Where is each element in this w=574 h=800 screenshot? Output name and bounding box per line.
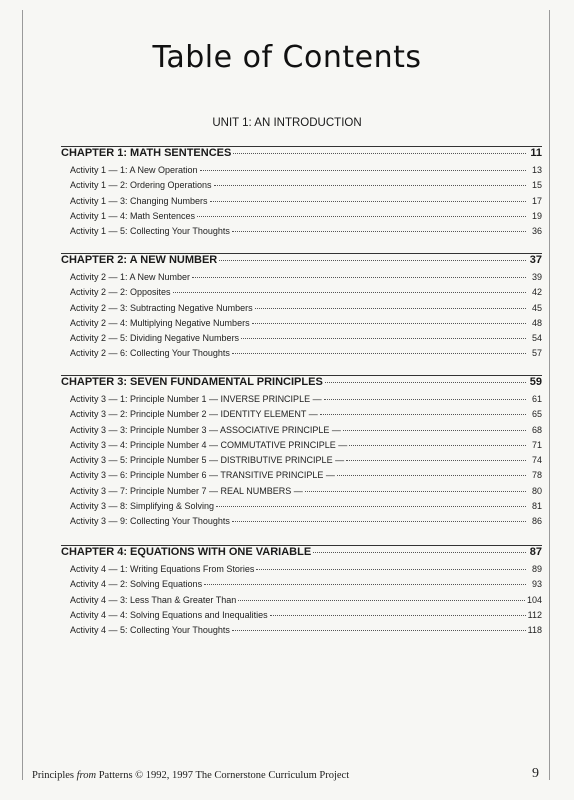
page-ref: 45	[531, 302, 542, 313]
toc-entry-activity[interactable]	[61, 180, 542, 195]
dot-leader	[325, 382, 526, 383]
toc-entry-activity[interactable]	[61, 455, 542, 470]
activity-title: Activity 2 — 3: Subtracting Negative Numbers	[70, 302, 253, 313]
page-ref: 15	[531, 180, 542, 191]
dot-leader	[233, 153, 526, 154]
dot-leader	[313, 552, 526, 553]
dot-leader	[204, 584, 526, 585]
dot-leader	[214, 185, 526, 186]
toc-entry-activity[interactable]	[61, 303, 542, 318]
page-ref: 17	[531, 195, 542, 206]
activity-title: Activity 2 — 2: Opposites	[70, 287, 171, 298]
page-ref: 11	[530, 147, 542, 159]
footer-text-before: Principles	[32, 770, 77, 781]
page-ref: 37	[529, 254, 542, 266]
toc-entry-activity[interactable]	[61, 272, 542, 287]
page-ref: 48	[531, 317, 542, 328]
page-title: Table of Contents	[152, 40, 422, 75]
activity-title: Activity 4 — 4: Solving Equations and Inequalities	[70, 609, 268, 620]
activity-title: Activity 3 — 7: Principle Number 7 — REAL NUMBERS —	[70, 485, 303, 496]
dot-leader	[305, 491, 526, 492]
page-ref: 86	[531, 516, 542, 526]
activity-title: Activity 2 — 5: Dividing Negative Numbers	[70, 333, 240, 343]
activity-title: Activity 3 — 2: Principle Number 2 — IDENTITY ELEMENT —	[70, 409, 318, 420]
copyright-footer	[32, 770, 349, 781]
chapter-section	[61, 545, 542, 640]
toc-entry-activity[interactable]	[61, 287, 542, 302]
page-ref: 61	[531, 394, 542, 404]
activity-title: Activity 3 — 1: Principle Number 1 — INVERSE PRINCIPLE —	[70, 394, 322, 404]
page-ref: 68	[531, 424, 542, 435]
toc-entry-activity[interactable]	[61, 394, 542, 409]
toc-entry-activity[interactable]	[61, 595, 542, 610]
dot-leader	[219, 260, 526, 261]
activity-title: Activity 2 — 1: A New Number	[70, 272, 191, 282]
page-ref: 87	[529, 546, 542, 558]
chapter-section	[61, 146, 542, 241]
page-ref: 59	[529, 376, 542, 388]
page-ref: 54	[531, 333, 542, 343]
page-ref: 89	[531, 564, 542, 574]
page-ref: 74	[531, 455, 542, 465]
page-ref: 112	[527, 609, 542, 620]
toc-entry-activity[interactable]	[61, 440, 542, 455]
page-ref: 36	[531, 226, 542, 236]
footer-text-after: Patterns © 1992, 1997 The Cornerstone Curriculum Project	[96, 770, 350, 781]
activity-title: Activity 2 — 4: Multiplying Negative Numbers	[70, 317, 250, 328]
dot-leader	[238, 600, 525, 601]
page-ref: 13	[531, 165, 542, 175]
page-ref: 93	[531, 579, 542, 590]
page-ref: 104	[526, 594, 542, 605]
toc-entry-chapter[interactable]	[61, 147, 542, 165]
page-ref: 81	[531, 500, 542, 511]
activity-title: Activity 1 — 4: Math Sentences	[70, 210, 196, 221]
dot-leader	[252, 323, 526, 324]
chapter-section	[61, 253, 542, 364]
chapter-section	[61, 375, 542, 531]
dot-leader	[200, 170, 526, 171]
dot-leader	[255, 308, 526, 309]
activity-title: Activity 1 — 1: A New Operation	[70, 165, 198, 175]
activity-title: Activity 1 — 5: Collecting Your Thoughts	[70, 226, 230, 236]
dot-leader	[320, 414, 526, 415]
toc-entry-activity[interactable]	[61, 501, 542, 516]
toc-entry-chapter[interactable]	[61, 376, 542, 394]
toc-entry-activity[interactable]	[61, 226, 542, 241]
activity-title: Activity 3 — 5: Principle Number 5 — DISTRIBUTIVE PRINCIPLE —	[70, 455, 345, 465]
page-number: 9	[532, 766, 539, 781]
page-ref: 39	[531, 272, 542, 282]
page-ref: 42	[531, 287, 542, 298]
page-ref: 71	[531, 439, 542, 450]
dot-leader	[349, 445, 526, 446]
chapter-title: CHAPTER 3: SEVEN FUNDAMENTAL PRINCIPLES	[61, 376, 323, 388]
activity-title: Activity 4 — 3: Less Than & Greater Than	[70, 594, 237, 605]
footer-text-italic: from	[76, 770, 97, 781]
toc-entry-activity[interactable]	[61, 196, 542, 211]
dot-leader	[241, 338, 526, 339]
chapter-title: CHAPTER 1: MATH SENTENCES	[61, 147, 232, 159]
dot-leader	[232, 521, 526, 522]
activity-title: Activity 3 — 4: Principle Number 4 — COMMUTATIVE PRINCIPLE —	[70, 439, 348, 450]
dot-leader	[173, 292, 526, 293]
page-ref: 78	[531, 470, 542, 481]
chapter-title: CHAPTER 2: A NEW NUMBER	[61, 254, 218, 266]
toc-entry-activity[interactable]	[61, 516, 542, 531]
toc-entry-activity[interactable]	[61, 579, 542, 594]
dot-leader	[232, 231, 526, 232]
unit-heading: UNIT 1: AN INTRODUCTION	[212, 117, 362, 129]
dot-leader	[337, 475, 526, 476]
toc-entry-activity[interactable]	[61, 333, 542, 348]
toc-entry-activity[interactable]	[61, 470, 542, 485]
dot-leader	[232, 630, 526, 631]
activity-title: Activity 3 — 8: Simplifying & Solving	[70, 500, 215, 511]
toc-entry-chapter[interactable]	[61, 546, 542, 564]
page-ref: 80	[531, 485, 542, 496]
dot-leader	[216, 506, 526, 507]
dot-leader	[232, 353, 526, 354]
toc-entry-activity[interactable]	[61, 318, 542, 333]
toc-entry-activity[interactable]	[61, 486, 542, 501]
toc-entry-activity[interactable]	[61, 211, 542, 226]
toc-entry-activity[interactable]	[61, 409, 542, 424]
toc-entry-chapter[interactable]	[61, 254, 542, 272]
dot-leader	[192, 277, 526, 278]
dot-leader	[346, 460, 526, 461]
activity-title: Activity 3 — 6: Principle Number 6 — TRANSITIVE PRINCIPLE —	[70, 470, 335, 481]
activity-title: Activity 4 — 2: Solving Equations	[70, 579, 203, 590]
page-ref: 57	[531, 348, 542, 359]
activity-title: Activity 1 — 3: Changing Numbers	[70, 195, 208, 206]
dot-leader	[343, 430, 526, 431]
activity-title: Activity 4 — 5: Collecting Your Thoughts	[70, 625, 230, 635]
activity-title: Activity 3 — 3: Principle Number 3 — ASSOCIATIVE PRINCIPLE —	[70, 424, 341, 435]
toc-entry-activity[interactable]	[61, 165, 542, 180]
activity-title: Activity 4 — 1: Writing Equations From Stories	[70, 564, 255, 574]
activity-title: Activity 1 — 2: Ordering Operations	[70, 180, 212, 191]
toc-entry-activity[interactable]	[61, 564, 542, 579]
page-ref: 19	[531, 210, 542, 221]
dot-leader	[197, 216, 526, 217]
dot-leader	[324, 399, 526, 400]
toc-entry-activity[interactable]	[61, 610, 542, 625]
toc-entry-activity[interactable]	[61, 625, 542, 640]
dot-leader	[270, 615, 526, 616]
dot-leader	[210, 201, 526, 202]
page-ref: 118	[527, 625, 542, 635]
dot-leader	[256, 569, 526, 570]
toc-entry-activity[interactable]	[61, 348, 542, 363]
chapter-title: CHAPTER 4: EQUATIONS WITH ONE VARIABLE	[61, 546, 312, 558]
page-ref: 65	[531, 409, 542, 420]
toc-entry-activity[interactable]	[61, 425, 542, 440]
activity-title: Activity 3 — 9: Collecting Your Thoughts	[70, 516, 230, 526]
activity-title: Activity 2 — 6: Collecting Your Thoughts	[70, 348, 230, 359]
